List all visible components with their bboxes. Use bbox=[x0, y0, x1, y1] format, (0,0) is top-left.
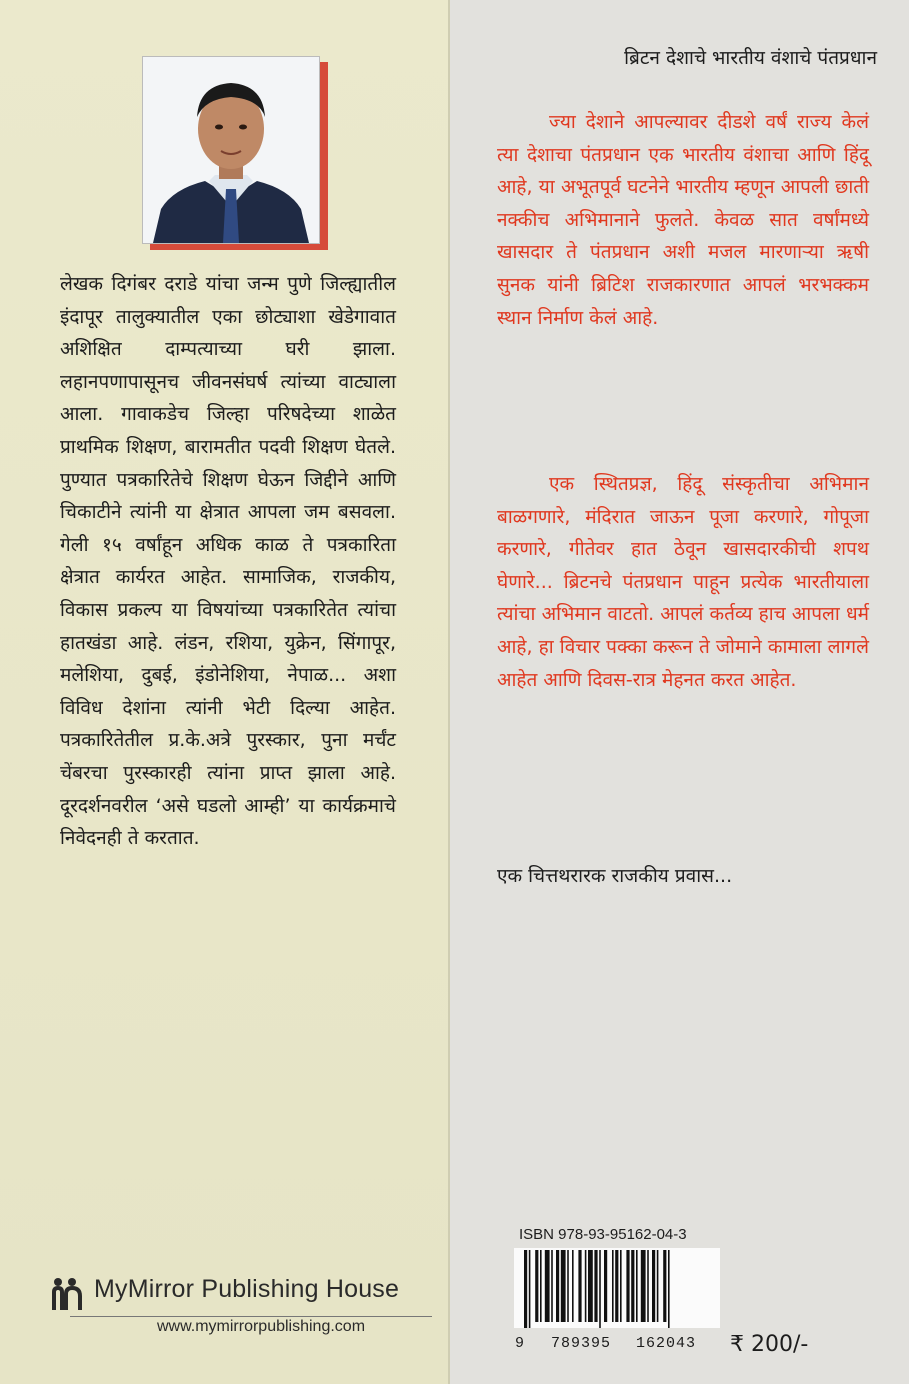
barcode-bar bbox=[535, 1250, 538, 1322]
barcode-bar bbox=[663, 1250, 666, 1322]
barcode-bar bbox=[556, 1250, 559, 1322]
barcode-bar bbox=[572, 1250, 574, 1322]
barcode-number-left: 789395 bbox=[551, 1335, 612, 1352]
barcode-bar bbox=[578, 1250, 581, 1322]
barcode-bar bbox=[551, 1250, 553, 1322]
barcode-number-lead: 9 bbox=[515, 1335, 526, 1352]
back-cover-heading: ब्रिटन देशाचे भारतीय वंशाचे पंतप्रधान bbox=[624, 47, 877, 69]
barcode-bar bbox=[599, 1250, 601, 1328]
barcode-bar bbox=[540, 1250, 542, 1322]
barcode-bar bbox=[612, 1250, 614, 1322]
barcode-bar bbox=[604, 1250, 607, 1322]
barcode-bar bbox=[567, 1250, 569, 1322]
barcode-bar bbox=[641, 1250, 646, 1322]
barcode-bar bbox=[545, 1250, 550, 1322]
author-bio: लेखक दिगंबर दराडे यांचा जन्म पुणे जिल्ह्यातील इंदापूर तालुक्यातील एका छोट्याशा खेडेगावात अशिक्षित दाम्पत्याच्या घरी झाला. लहानपणापासूनच जीवनसंघर्ष त्यांच्या वाट्याला आला. गावाकडेच जिल्हा परिषदेच्या शाळेत प्राथमिक शिक्षण, बारामतीत पदवी शिक्षण घेतले. पुण्यात पत्रकारितेचे शिक्षण घेऊन जिद्दीने आणि चिकाटीने त्यांनी या क्षेत्रात आपला जम बसवला. गेली १५ वर्षांहून अधिक काळ ते पत्रकारिता क्षेत्रात कार्यरत आहेत. सामाजिक, राजकीय, विकास प्रकल्प या विषयांच्या पत्रकारितेत त्यांचा हातखंडा आहे. लंडन, रशिया, युक्रेन, सिंगापूर, मलेशिया, दुबई, इंडोनेशिया, नेपाळ... अशा विविध देशांना त्यांनी भेटी दिल्या आहेत. पत्रकारितेतील प्र.के.अत्रे पुरस्कार, पुना मर्चंट चेंबरचा पुरस्कारही त्यांना प्राप्त झाला आहे. दूरदर्शनवरील ‘असे घडलो आम्ही’ या कार्यक्रमाचे निवेदनही ते करतात. bbox=[60, 273, 396, 850]
barcode-bar bbox=[652, 1250, 655, 1322]
barcode-bar bbox=[594, 1250, 597, 1322]
author-portrait-image bbox=[143, 57, 319, 243]
barcode-bar bbox=[588, 1250, 593, 1322]
barcode-bar bbox=[524, 1250, 527, 1328]
barcode-bar bbox=[529, 1250, 531, 1328]
barcode-number-right: 162043 bbox=[636, 1335, 697, 1352]
barcode-bar bbox=[620, 1250, 622, 1322]
blurb-paragraph-2: एक स्थितप्रज्ञ, हिंदू संस्कृतीचा अभिमान बाळगणारे, मंदिरात जाऊन पूजा करणारे, गोपूजा करणारे, गीतेवर हात ठेवून खासदारकीची शपथ घेणारे... ब्रिटनचे पंतप्रधान पाहून प्रत्येक भारतीयाला त्यांचा अभिमान वाटतो. आपलं कर्तव्य हाच आपला धर्म आहे, हा विचार पक्का करून ते जोमाने कामाला लागले आहेत आणि दिवस-रात्र मेहनत करत आहेत. bbox=[497, 473, 869, 691]
price: ₹ 200/- bbox=[730, 1332, 809, 1357]
barcode-bar bbox=[561, 1250, 566, 1322]
publisher-website: www.mymirrorpublishing.com bbox=[156, 1318, 366, 1335]
barcode-bar bbox=[626, 1250, 629, 1322]
barcode bbox=[514, 1248, 720, 1328]
barcode-bar bbox=[657, 1250, 659, 1322]
publisher-name: MyMirror Publishing House bbox=[94, 1275, 400, 1303]
barcode-bar bbox=[636, 1250, 638, 1322]
publisher-block bbox=[50, 1272, 430, 1312]
isbn-label: ISBN 978-93-95162-04-3 bbox=[519, 1226, 687, 1243]
publisher-logo-icon bbox=[50, 1276, 86, 1312]
barcode-bar bbox=[615, 1250, 618, 1322]
barcode-bar bbox=[668, 1250, 670, 1328]
author-photo-frame bbox=[142, 56, 320, 244]
publisher-divider bbox=[70, 1316, 432, 1317]
author-photo bbox=[142, 56, 320, 244]
barcode-bar bbox=[647, 1250, 649, 1322]
barcode-bar bbox=[631, 1250, 634, 1322]
blurb-paragraph-1: ज्या देशाने आपल्यावर दीडशे वर्षं राज्य केलं त्या देशाचा पंतप्रधान एक भारतीय वंशाचा आणि हिंदू आहे, या अभूतपूर्व घटनेने भारतीय म्हणून आपली छाती नक्कीच अभिमानाने फुलते. केवळ सात वर्षांमध्ये खासदार ते पंतप्रधान अशी मजल मारणाऱ्या ऋषी सुनक यांनी ब्रिटिश राजकारणात आपलं भरभक्कम स्थान निर्माण केलं आहे. bbox=[497, 111, 869, 329]
barcode-bars bbox=[524, 1250, 710, 1328]
barcode-bar bbox=[585, 1250, 587, 1322]
tagline: एक चित्तथरारक राजकीय प्रवास... bbox=[497, 865, 733, 887]
